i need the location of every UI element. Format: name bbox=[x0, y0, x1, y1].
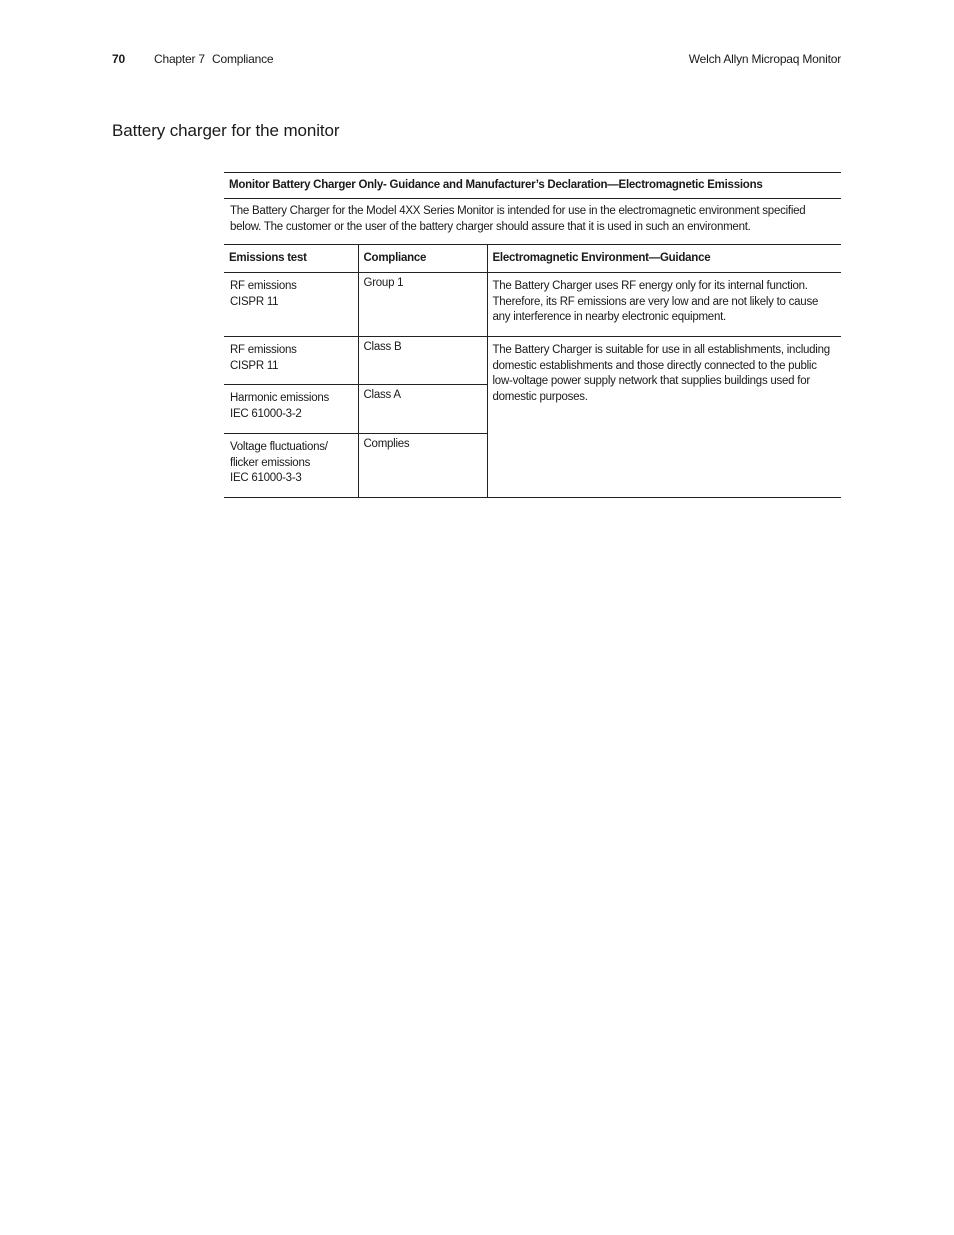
table-row bbox=[224, 337, 841, 385]
table-row bbox=[224, 273, 841, 337]
emissions-test-name: RF emissions bbox=[230, 280, 297, 292]
emissions-test-cell bbox=[224, 273, 358, 337]
emissions-test-name: RF emissions bbox=[230, 344, 297, 356]
column-header-guidance: Electromagnetic Environment—Guidance bbox=[487, 245, 841, 273]
emissions-test-standard: IEC 61000-3-2 bbox=[230, 407, 302, 420]
emissions-table bbox=[224, 172, 841, 498]
compliance-cell: Complies bbox=[358, 434, 487, 498]
emissions-test-standard: CISPR 11 bbox=[230, 295, 279, 308]
emissions-test-cell bbox=[224, 434, 358, 498]
emissions-test-cell bbox=[224, 337, 358, 385]
table-title-row bbox=[224, 173, 841, 199]
compliance-cell: Class A bbox=[358, 385, 487, 434]
compliance-cell: Group 1 bbox=[358, 273, 487, 337]
section-heading: Battery charger for the monitor bbox=[112, 121, 340, 140]
column-header-compliance: Compliance bbox=[358, 245, 487, 273]
emissions-test-name-continued: flicker emissions bbox=[230, 456, 311, 469]
emissions-test-name: Harmonic emissions bbox=[230, 392, 330, 404]
table-intro-row bbox=[224, 199, 841, 245]
compliance-cell: Class B bbox=[358, 337, 487, 385]
chapter-title: Compliance bbox=[212, 52, 274, 66]
emissions-test-cell bbox=[224, 385, 358, 434]
page-number: 70 bbox=[112, 52, 125, 66]
table-title: Monitor Battery Charger Only- Guidance and Manufacturer’s Declaration—Electromagnetic Emissions bbox=[224, 173, 841, 199]
chapter-label: Chapter 7 bbox=[154, 52, 205, 66]
emissions-test-standard: IEC 61000-3-3 bbox=[230, 472, 302, 484]
column-header-row bbox=[224, 245, 841, 273]
guidance-cell: The Battery Charger is suitable for use in all establishments, including domestic establishments and those directly connected to the public low-voltage power supply network that supplies buildings used for domestic purposes. bbox=[487, 337, 841, 498]
guidance-cell: The Battery Charger uses RF energy only for its internal function. Therefore, its RF emissions are very low and are not likely to cause any interference in nearby electronic equipment. bbox=[487, 273, 841, 337]
table-intro: The Battery Charger for the Model 4XX Series Monitor is intended for use in the electromagnetic environment specified below. The customer or the user of the battery charger should assure that it is used in such an environment. bbox=[224, 199, 841, 245]
page-header bbox=[112, 52, 841, 70]
column-header-emissions-test: Emissions test bbox=[224, 245, 358, 273]
emissions-test-name: Voltage fluctuations/ bbox=[230, 441, 328, 453]
emissions-test-standard: CISPR 11 bbox=[230, 359, 279, 372]
manual-title: Welch Allyn Micropaq Monitor bbox=[688, 52, 841, 66]
